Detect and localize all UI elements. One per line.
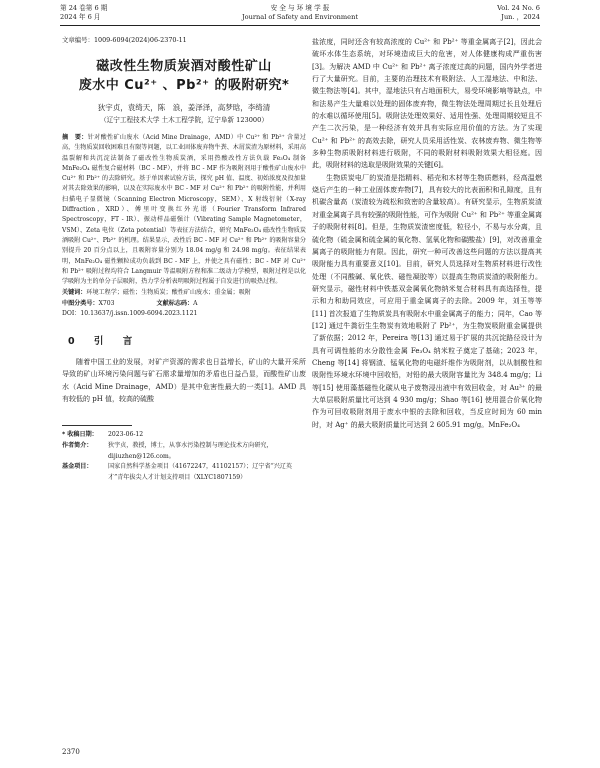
header-volume-info: 第 24 卷第 6 期 2024 年 6 月 [60,4,108,21]
header-rule [60,25,540,26]
abstract-label: 摘 要： [62,134,88,141]
author-list: 狄宇贞，袁绮天，陈 浪，姜泽泽，高梦晗，李绮清 [97,103,271,112]
doc-code-value: A [193,299,198,307]
clc-label: 中图分类号： [62,299,99,307]
footnote-received: * 收稿日期： 2023-06-12 [62,431,144,439]
abstract-text: 针对酸性矿山废水（Acid Mine Drainage，AMD）中 Cu²⁺ 和 Pb²⁺ 含量过高，生物质炭回收困难且有限等问题，以工业固体废弃物牛粪、木屑炭渣为原材料，采用高温裂解和共沉淀法制备了磁改性生物质炭酒，采用热酸改性方法负载 Fe₃O₄ 制备 MnFe₂O₄ 磁性复合磁材料（BC - MF），并将 BC - MF 作为吸附剂用于酸性矿山废水中 Cu²⁺ 和 Pb²⁺ 的去除研究。基于单因素试验方法，探究 pH 值、温度、初始浓度及投加量对其去除效果的影响，以及在实际废水中 BC - MF 对 Cu²⁺ 和 Pb²⁺ 的吸附性能，并利用扫描电子显微镜（Scanning Electron Microscopy，SEM）、X 射线衍射（X-ray Diffraction，XRD）、傅里叶变换红外光谱（Fourier Transform Infrared Spectroscopy，FT - IR）、振动样品磁强计（Vibrating Sample Magnetometer，VSM）、Zeta 电位（Zeta potential）等表征方法结合，研究 MnFe₂O₄ 磁改性生物质炭酒吸附 Cu²⁺、Pb²⁺ 的机理。结果显示，改性后 BC - MF 对 Cu²⁺ 和 Pb²⁺ 的吸附容量分别提升 20 百分点以上，且吸附容量分别为 18.04 mg/g 和 24.98 mg/g。表征结果表明，MnFe₂O₄ 磁性颗粒成功负载到 BC - MF 上，并使之具有磁性；BC - MF 对 Cu²⁺ 和 Pb²⁺ 吸附过程均符合 Langmuir 等温吸附方程和准二级动力学模型，吸附过程是以化学吸附为主的单分子层吸附，热力学分析表明吸附过程属于自发进行的吸热过程。 [62,134,306,286]
body-paragraph-continued: 盐浓度，同时还含有较高浓度的 Cu²⁺ 和 Pb²⁺ 等重金属离子[2]，因此会破坏水体生态系统，对环境造成巨大的危害，对人体健康构成严重伤害[3]。为解决 AMD 中 Cu²⁺ 和 Pb²⁺ 离子浓度过高的问题，国内外学者进行了大量研究。目前，主要的治理技术有吸附法、人工湿地法、中和法、微生物法等[4]。其中，湿地法只有占地面积大，易受环境影响等缺点，中和法易产生大量难以处理的固体废弃物，微生物法处理周期过长且处理后的水难以循环使用[5]。吸附法处理效果好、适用性强、处理周期较短且不产生二次污染，是一种经济有效并具有实际应用价值的方法。为了实现 Cu²⁺ 和 Pb²⁺ 的高效去除，研究人员采用活性炭、农林废弃物、微生物等多种生物质吸附材料进行吸附，不同的吸附材料吸附效果大相径庭。因此，吸附材料的选取是吸附效果的关键[6]。 [312,38,542,170]
header-journal-name: 安 全 与 环 境 学 报 Journal of Safety and Environment [242,4,358,21]
affiliation: （辽宁工程技术大学 土木工程学院，辽宁阜新 123000） [100,116,268,124]
page-number: 2370 [62,748,80,756]
keywords-text: 环境工程学；磁性；生物质炭；酸性矿山废水；重金属；吸附 [86,289,251,297]
keywords [62,288,306,298]
keywords-label: 关键词： [62,289,87,297]
article-id: 文章编号：1009-6094(2024)06-2370-11 [62,36,187,44]
clc-value: X703 [98,299,115,307]
doc-code-label: 文献标志码： [156,299,194,307]
abstract [62,133,306,287]
footnote-rule [62,425,132,426]
paper-title: 磁改性生物质炭酒对酸性矿山 废水中 Cu²⁺ 、Pb²⁺ 的吸附研究* [78,59,290,93]
doi-link[interactable]: DOI：10.13637/j.issn.1009-6094.2023.1121 [62,309,198,317]
body-paragraph: 生物质炭电厂的炭渣是指精料、稻壳和木材等生物质燃料，经高温燃烧后产生的一种工业固体废弃物[7]，具有较大的比表面积和孔隙度，且有机碳含量高（炭渣较为疏松和致密的含量较高）。有研究显示，生物质炭渣对重金属离子具有较强的吸附性能，可作为吸附 Cu²⁺ 和 Pb²⁺ 等重金属离子的吸附材料[8]。但是，生物质炭渣密度低，粒径小，不易与水分离，且硫化物（硫金属和硫金属的氧化物、氢氧化物和碳酸盐）[9]，对改善重金属离子的吸附能力有限。因此，研究一种可改善这些问题的方法以提高其吸附能力具有重要意义[10]。目前，研究人员选择对生物质材料进行改性处理（不同酸碱、氧化铁、磁性凝胶等）以提高生物质炭渣的吸附能力。研究显示，磁性材料中铁基双金属氧化物纳米复合材料具有高选择性，提示和力和助同效应，可应用于重金属离子的去除。2009 年，刘玉等等[11] 首次报道了生物质炭具有吸附水中重金属离子的能力；同年，Cao 等[12] 通过牛粪衍生生物炭有效地吸附了 Pb²⁺，为生物炭吸附重金属提供了新依据；2012 年，Pereira 等[13] 通过易于扩展的共沉淀路径设计为具有可调性能的水分散性金属 Fe₃O₄ 纳米粒子奠定了基础；2023 年，Cheng 等[14] 将钢渣、锰氧化物的电磁纤维作为吸附剂，以从制酸性和吸附性环境水环境中回收铅，对铅的最大吸附容量比为 348.4 mg/g；Li 等[15] 使用藻基磁性化碳从电子废物浸出液中有效回收金，对 Au³⁺ 的最大单层吸附质量比可达到 4 930 mg/g；Shao 等[16] 使用混合价氧化物作为可回收吸附剂用于废水中银的去除和回收，当反应时间为 60 min 时，对 Ag⁺ 的最大吸附质量比可达到 2 605.91 mg/g。MnFe₂O₄ [312,173,542,429]
footnote-author-bio: 作者简介： 狄宇贞，教授，博士，从事水污染控制与理论技术方向研究，dijiuzhen@126.com。 [62,441,273,460]
header-volume-info-en: Vol. 24 No. 6 Jun. ，2024 [497,4,540,21]
right-column [312,36,542,431]
footnote-funding: 基金项目： 国家自然科学基金项目（41672247，41102157）；辽宁省“兴辽英才”青年拔尖人才计划支持项目（XLYC1807159） [62,463,292,481]
section-heading-introduction: 0 引 言 [68,335,141,347]
intro-paragraph: 随着中国工业的发展，对矿产资源的需求也日益增长，矿山的大量开采所导致的矿山环境污染问题与矿石需求量增加的矛盾也日益凸显，而酸性矿山废水（Acid Mine Drainage，AMD）是其中危害性最大的一类[1]。AMD 具有较低的 pH 值，较高的硫酸 [62,357,306,403]
left-column [62,36,306,483]
classification-row [62,299,306,309]
footnotes [62,430,306,483]
